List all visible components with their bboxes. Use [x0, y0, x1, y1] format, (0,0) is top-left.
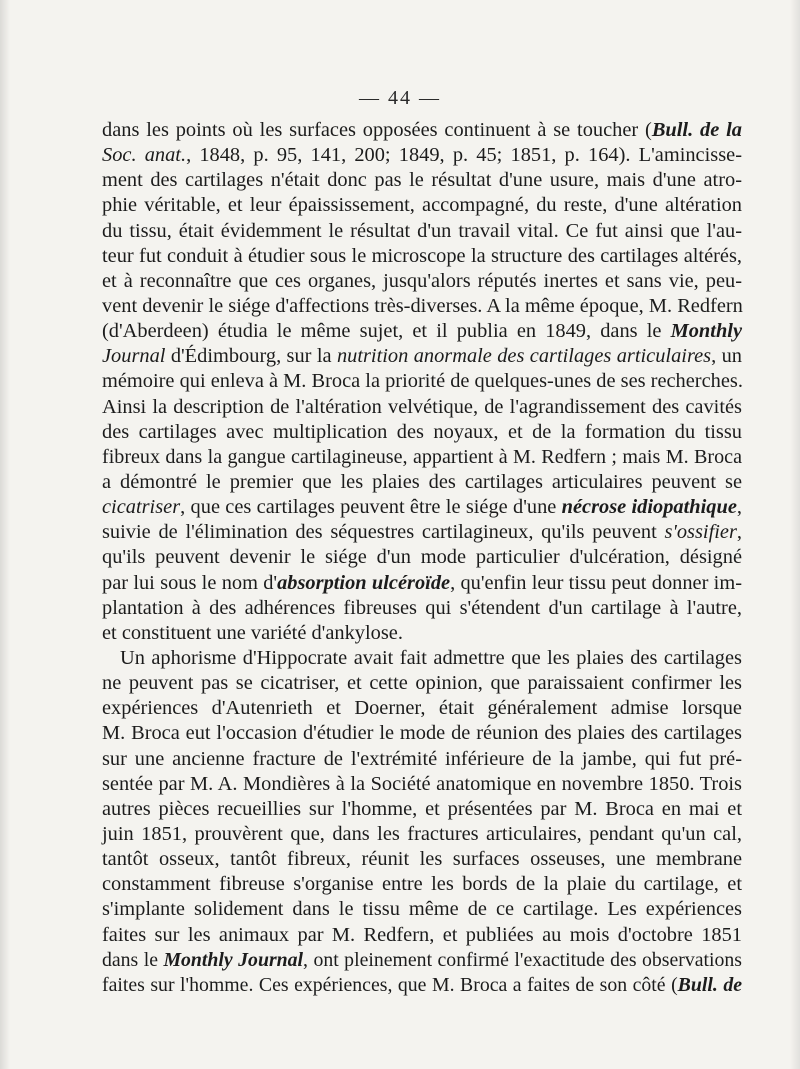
text-line [102, 344, 742, 369]
text-segment: autres pièces recueillies sur l'homme, et présentées par M. Broca en mai et [102, 797, 742, 820]
text-line [102, 294, 742, 319]
text-line [102, 545, 742, 570]
text-line [102, 219, 742, 244]
text-segment: sentée par M. A. Mondières à la Société anatomique en novembre 1850. Trois [102, 772, 742, 795]
emphasized-text: Monthly Journal [163, 948, 304, 971]
text-segment: tantôt osseux, tantôt fibreux, réunit les surfaces osseuses, une membrane [102, 848, 742, 871]
text-segment: plantation à des adhérences fibreuses qui s'étendent d'un cartilage à l'autre, [102, 596, 742, 619]
text-segment: qu'ils peuvent devenir le siége d'un mode particulier d'ulcération, désigné [102, 546, 742, 569]
text-line [102, 646, 742, 671]
text-segment: , [736, 521, 742, 544]
text-line [102, 696, 742, 721]
text-segment: phie véritable, et leur épaississement, accompagné, du reste, d'une altération [102, 194, 742, 217]
text-line [102, 822, 742, 847]
text-segment: mémoire qui enleva à M. Broca la priorité de quelques-unes de ses recherches. [102, 370, 743, 393]
text-segment: , 1848, p. 95, 141, 200; 1849, p. 45; 1851, p. 164). L'amincisse- [186, 144, 742, 167]
text-segment: sur une ancienne fracture de l'extrémité inférieure de la jambe, qui fut pré- [102, 747, 742, 770]
emphasized-text: nutrition anormale des cartilages articulaires [336, 345, 712, 368]
text-line [102, 520, 742, 545]
text-segment: M. Broca eut l'occasion d'étudier le mode de réunion des plaies des cartilages [102, 722, 742, 745]
text-segment: s'implante solidement dans le tissu même de ce cartilage. Les expériences [102, 898, 742, 921]
text-line [102, 897, 742, 922]
text-line [102, 721, 742, 746]
text-line [102, 369, 742, 394]
text-segment: , qu'enfin leur tissu peut donner im- [450, 571, 742, 594]
text-line [102, 923, 742, 948]
left-page-edge [0, 0, 10, 1069]
emphasized-text: Monthly [670, 320, 742, 343]
text-line [102, 495, 742, 520]
text-line [102, 319, 742, 344]
text-segment: vent devenir le siége d'affections très-diverses. A la même époque, M. Redfern [102, 294, 743, 317]
body-text [102, 118, 742, 998]
text-segment: ment des cartilages n'était donc pas le résultat d'une usure, mais d'une atro- [102, 169, 742, 192]
text-segment: constamment fibreuse s'organise entre les bords de la plaie du cartilage, et [102, 873, 742, 896]
text-line [102, 244, 742, 269]
emphasized-text: s'ossifier [664, 521, 737, 544]
text-line [102, 948, 742, 973]
text-segment: juin 1851, prouvèrent que, dans les fractures articulaires, pendant qu'un cal, [102, 822, 742, 845]
text-segment: d'Édimbourg, sur la [165, 345, 337, 368]
text-line [102, 445, 742, 470]
emphasized-text: cicatriser [102, 496, 181, 519]
text-segment: fibreux dans la gangue cartilagineuse, appartient à M. Redfern ; mais M. Broca [102, 445, 742, 468]
text-segment: dans les points où les surfaces opposées continuent à se toucher ( [102, 119, 652, 141]
emphasized-text: Bull. de la [651, 119, 742, 141]
text-segment: faites sur l'homme. Ces expériences, que M. Broca a faites de son côté ( [102, 973, 678, 996]
text-line [102, 571, 742, 596]
text-segment: Ainsi la description de l'altération velvétique, de l'agrandissement des cavités [102, 395, 742, 418]
text-segment: (d'Aberdeen) étudia le même sujet, et il publia en 1849, dans le [102, 320, 671, 343]
text-segment: , que ces cartilages peuvent être le siége d'une [180, 496, 562, 519]
text-segment: , un [711, 345, 742, 368]
text-line [102, 797, 742, 822]
text-line [102, 772, 742, 797]
text-segment: a démontré le premier que les plaies des cartilages articulaires peuvent se [102, 470, 742, 493]
text-segment: des cartilages avec multiplication des noyaux, et de la formation du tissu [102, 420, 742, 443]
text-line [102, 193, 742, 218]
right-page-edge [790, 0, 800, 1069]
text-line [102, 118, 742, 143]
text-segment: et à reconnaître que ces organes, jusqu'alors réputés inertes et sans vie, peu- [102, 269, 742, 292]
page-number: — 44 — [359, 87, 441, 109]
emphasized-text: absorption ulcéroïde [277, 571, 451, 594]
emphasized-text: Bull. de [677, 973, 742, 996]
text-segment: expériences d'Autenrieth et Doerner, était généralement admise lorsque [102, 697, 742, 720]
text-line [102, 872, 742, 897]
text-line [102, 847, 742, 872]
emphasized-text: nécrose idiopathique [561, 496, 737, 519]
text-segment: teur fut conduit à étudier sous le microscope la structure des cartilages altérés, [102, 244, 742, 267]
emphasized-text: Journal [102, 345, 166, 368]
text-segment: ne peuvent pas se cicatriser, et cette opinion, que paraissaient confirmer les [102, 672, 742, 695]
text-segment: , ont pleinement confirmé l'exactitude des observations [303, 948, 742, 971]
text-segment: suivie de l'élimination des séquestres cartilagineux, qu'ils peuvent [102, 521, 665, 544]
text-line [102, 747, 742, 772]
text-line [102, 395, 742, 420]
text-line [102, 269, 742, 294]
text-segment: Un aphorisme d'Hippocrate avait fait admettre que les plaies des cartilages [120, 646, 742, 669]
text-line [102, 168, 742, 193]
text-segment: faites sur les animaux par M. Redfern, et publiées au mois d'octobre 1851 [102, 923, 742, 946]
text-segment: , [736, 496, 742, 519]
emphasized-text: Soc. anat. [102, 144, 187, 167]
text-line [102, 470, 742, 495]
text-segment: et constituent une variété d'ankylose. [102, 621, 403, 644]
text-line [102, 973, 742, 998]
text-segment: du tissu, était évidemment le résultat d'un travail vital. Ce fut ainsi que l'au- [102, 219, 742, 242]
text-segment: par lui sous le nom d' [102, 571, 278, 594]
text-line [102, 671, 742, 696]
text-line [102, 596, 742, 621]
text-segment: dans le [102, 948, 164, 971]
text-line [102, 143, 742, 168]
text-line [102, 621, 742, 646]
text-line [102, 420, 742, 445]
